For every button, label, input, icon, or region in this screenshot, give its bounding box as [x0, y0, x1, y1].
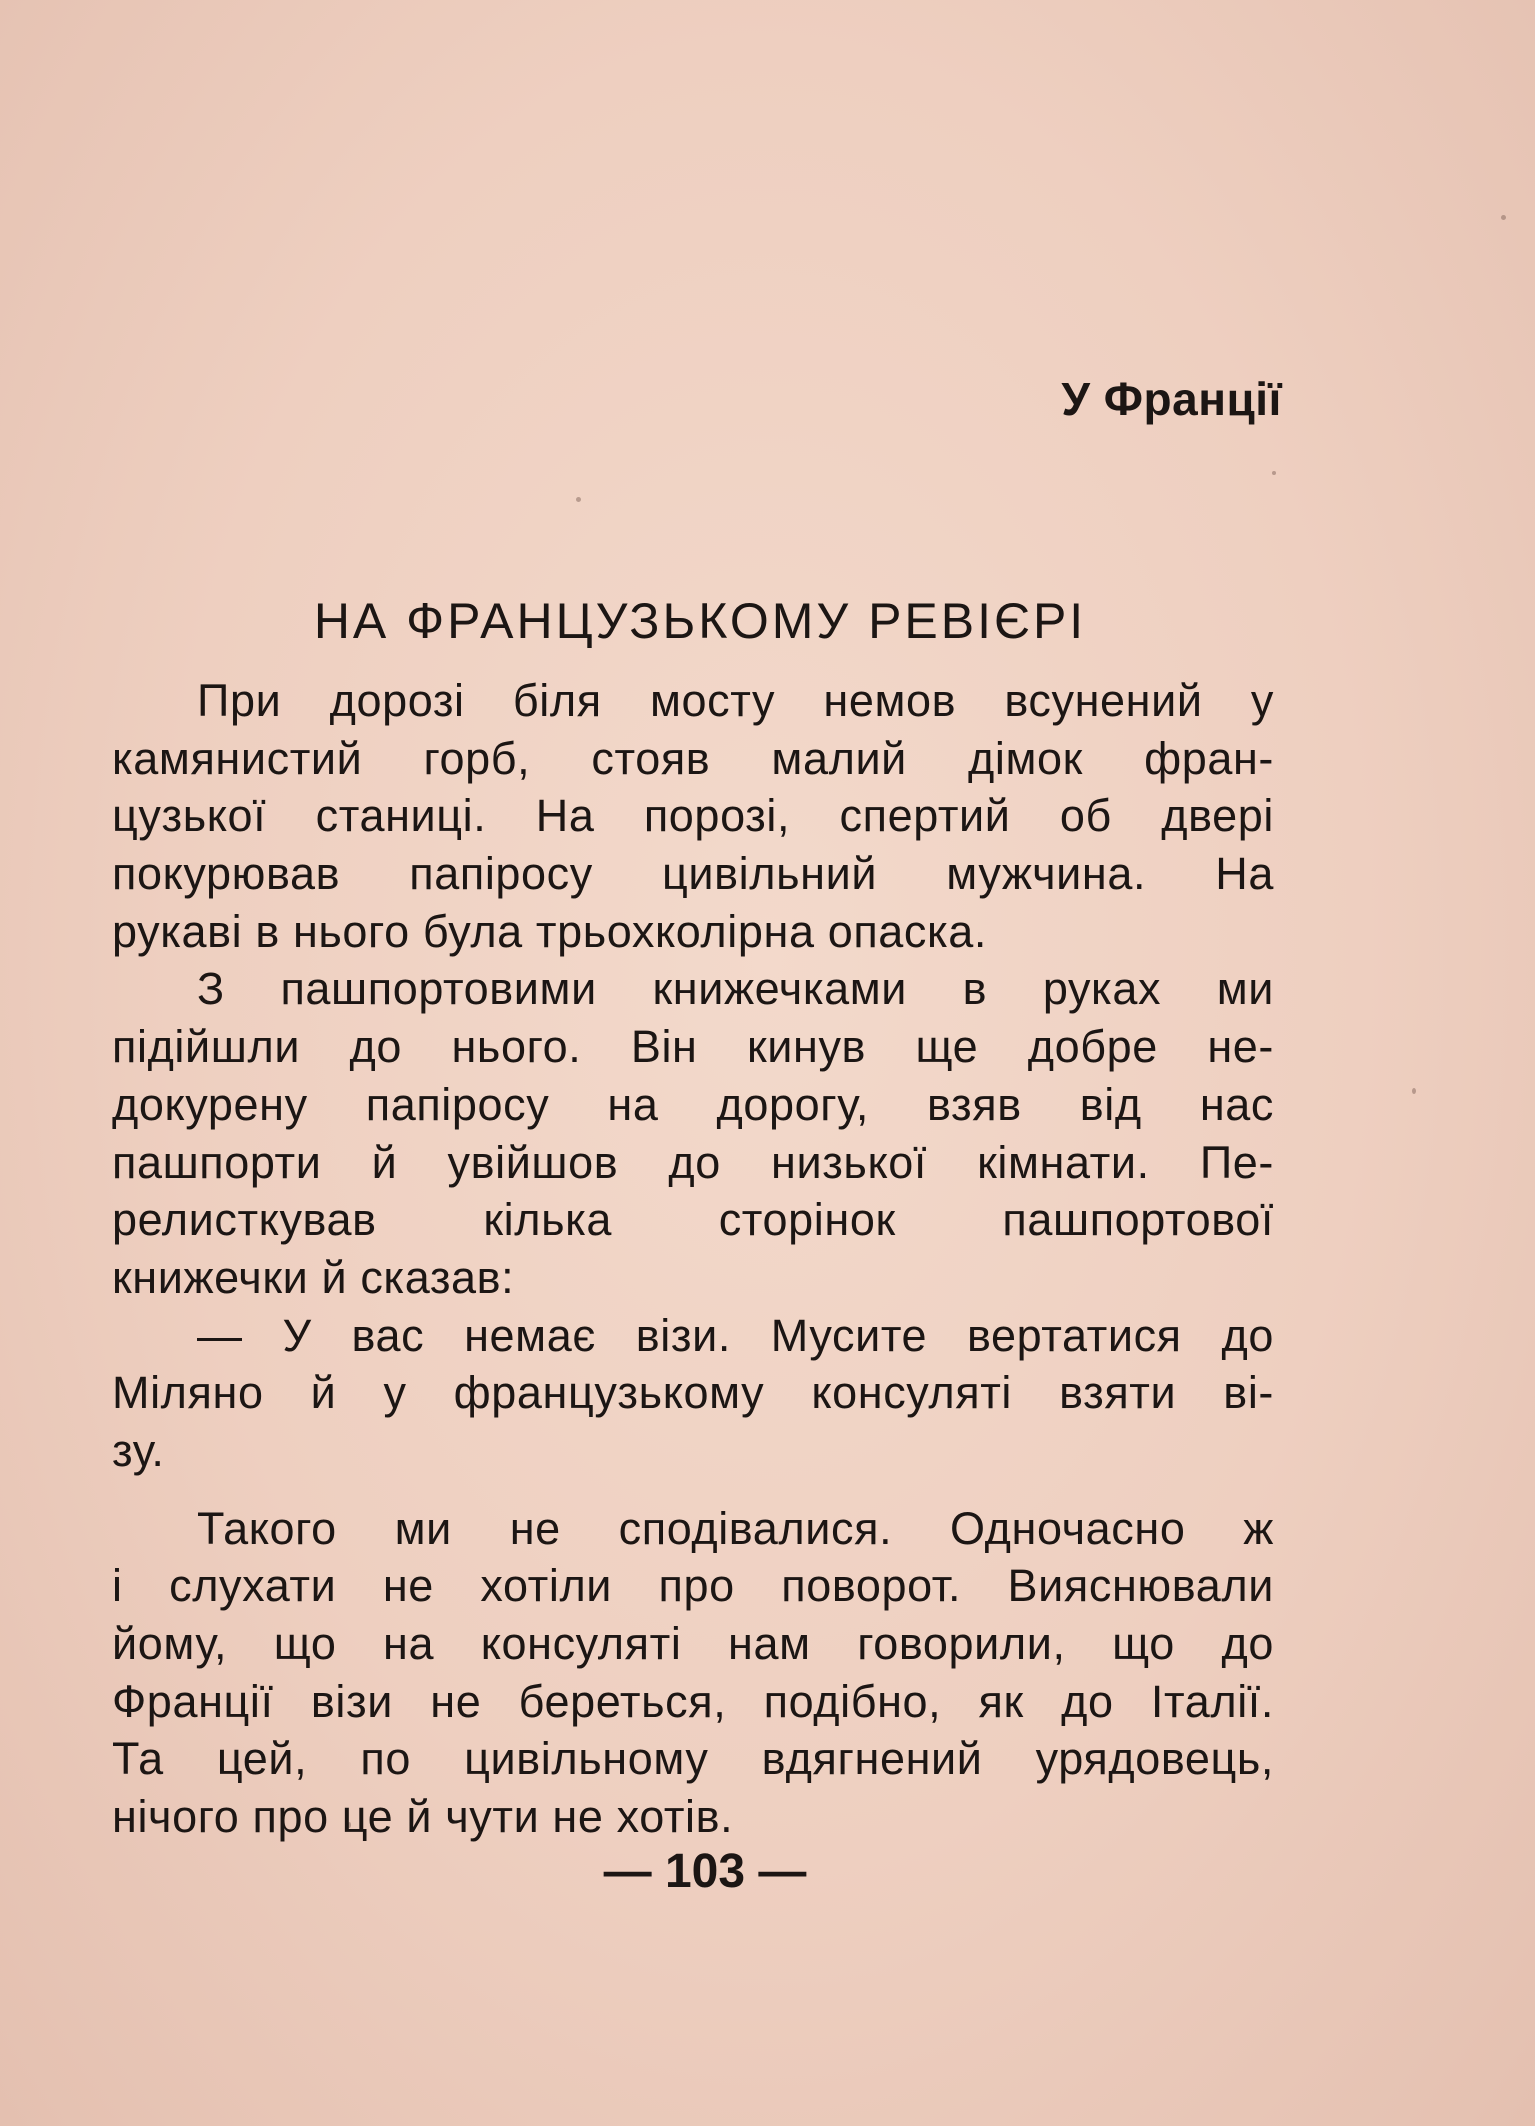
- body-text: [112, 672, 1274, 1846]
- text-line: При дорозі біля мосту немов всунений у: [197, 675, 1274, 726]
- text-line: релисткував кілька сторінок пашпортової: [112, 1194, 1274, 1246]
- text-line: докурену папіросу на дорогу, взяв від нас: [112, 1078, 1274, 1130]
- text-line: нічого про це й чути не хотів.: [112, 1791, 734, 1843]
- text-line: підійшли до нього. Він кинув ще добре не-: [112, 1021, 1274, 1073]
- paper-speck: [576, 497, 581, 502]
- paper-speck: [1501, 215, 1506, 220]
- text-line: камянистий горб, стояв малий дімок фран-: [112, 732, 1274, 784]
- text-line: покурював папіросу цивільний мужчина. На: [112, 848, 1274, 900]
- text-line: Та цей, по цивільному вдягнений урядовець,: [112, 1733, 1274, 1785]
- paper-speck: [1412, 1088, 1416, 1094]
- text-line: зу.: [112, 1424, 165, 1476]
- text-line: З пашпортовими книжечками в руках ми: [197, 963, 1274, 1015]
- paper-speck: [1272, 471, 1276, 475]
- text-line: і слухати не хотіли про поворот. Вияснювали: [112, 1560, 1274, 1612]
- text-line: Міляно й у французькому консуляті взяти ві-: [112, 1367, 1274, 1419]
- text-line: йому, що на консуляті нам говорили, що до: [112, 1618, 1274, 1669]
- chapter-title: НА ФРАНЦУЗЬКОМУ РЕВІЄРІ: [313, 593, 1087, 649]
- text-line: книжечки й сказав:: [112, 1251, 515, 1303]
- text-line: рукаві в нього була трьохколірна опаска.: [112, 905, 988, 957]
- page-number: — 103 —: [603, 1845, 807, 1898]
- text-line: Франції візи не береться, подібно, як до Італії.: [112, 1675, 1274, 1727]
- text-line: Такого ми не сподівалися. Одночасно ж: [197, 1502, 1274, 1554]
- text-line: — У вас немає візи. Мусите вертатися до: [197, 1309, 1274, 1361]
- text-line: цузької станиці. На порозі, спертий об двері: [112, 790, 1274, 842]
- text-line: пашпорти й увійшов до низької кімнати. Пе-: [112, 1136, 1274, 1188]
- running-head: У Франції: [1061, 373, 1282, 425]
